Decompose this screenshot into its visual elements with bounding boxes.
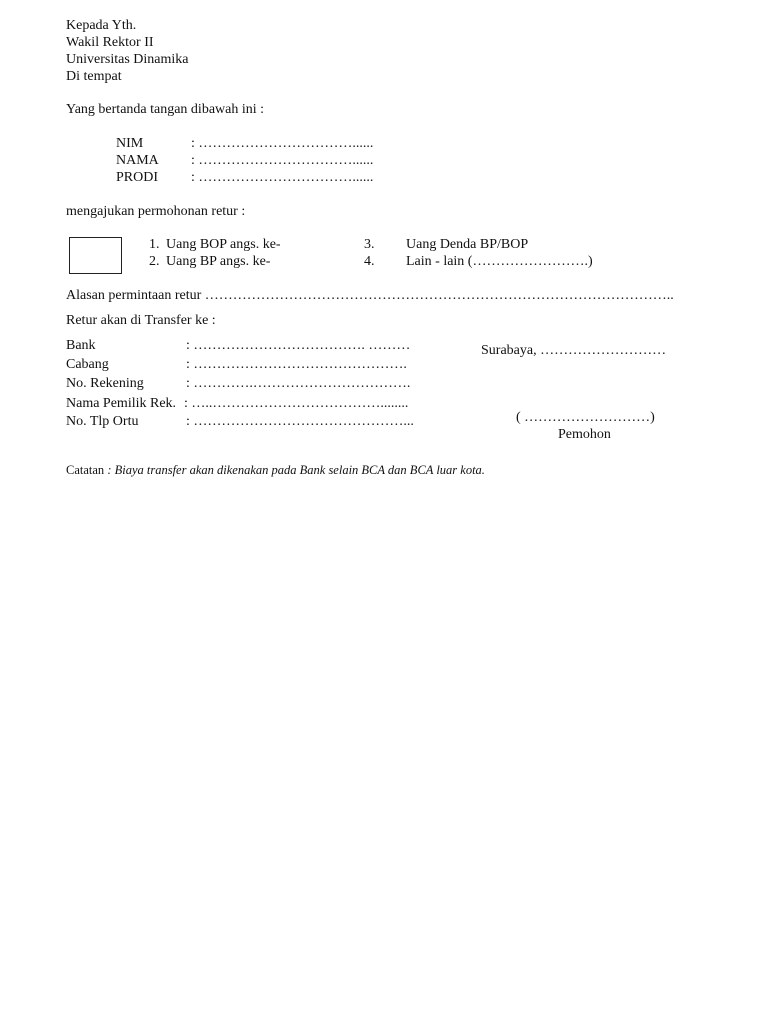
bank-label: Bank [66,338,96,353]
nim-field[interactable]: : ……………………………...... [191,136,374,151]
option-3-number: 3. [364,237,375,252]
option-4-number: 4. [364,254,375,269]
recipient-line-1: Kepada Yth. [66,18,137,33]
option-2-number: 2. [149,254,160,269]
transfer-heading: Retur akan di Transfer ke : [66,313,216,328]
tlp-ortu-label: No. Tlp Ortu [66,414,139,429]
signature-role: Pemohon [558,427,611,442]
option-1-number: 1. [149,237,160,252]
rekening-label: No. Rekening [66,376,144,391]
intro-text: Yang bertanda tangan dibawah ini : [66,102,265,117]
option-2-label: Uang BP angs. ke- [166,254,271,269]
nama-field[interactable]: : ……………………………...... [191,153,374,168]
bank-field[interactable]: : ………………………………. ……… [186,338,411,353]
signature-name-field[interactable]: ( ………………………) [516,410,655,425]
tlp-ortu-field[interactable]: : ………………………………………... [186,414,414,429]
pemilik-label: Nama Pemilik Rek. [66,396,177,411]
nama-label: NAMA [116,153,159,168]
reason-field[interactable]: Alasan permintaan retur ……………………………………………………………………………………….. [66,288,674,303]
recipient-line-3: Universitas Dinamika [66,52,189,67]
note [66,462,485,479]
cabang-field[interactable]: : ………………………………………. [186,357,407,372]
rekening-field[interactable]: : ………….……………………………. [186,376,411,391]
option-3-label: Uang Denda BP/BOP [406,237,529,252]
option-1-label: Uang BOP angs. ke- [166,237,281,252]
prodi-label: PRODI [116,170,159,185]
note-text: : Biaya transfer akan dikenakan pada Bank selain BCA dan BCA luar kota. [107,463,485,477]
nim-label: NIM [116,136,144,151]
pemilik-field[interactable]: : …..………………………………........ [184,396,409,411]
recipient-line-2: Wakil Rektor II [66,35,154,50]
option-checkbox[interactable] [69,237,122,274]
recipient-line-4: Di tempat [66,69,122,84]
request-heading: mengajukan permohonan retur : [66,204,246,219]
place-date-field[interactable]: Surabaya, ……………………… [481,343,667,358]
cabang-label: Cabang [66,357,109,372]
option-4-label: Lain - lain (…………………….) [406,254,593,269]
prodi-field[interactable]: : ……………………………...... [191,170,374,185]
note-label: Catatan [66,463,105,477]
